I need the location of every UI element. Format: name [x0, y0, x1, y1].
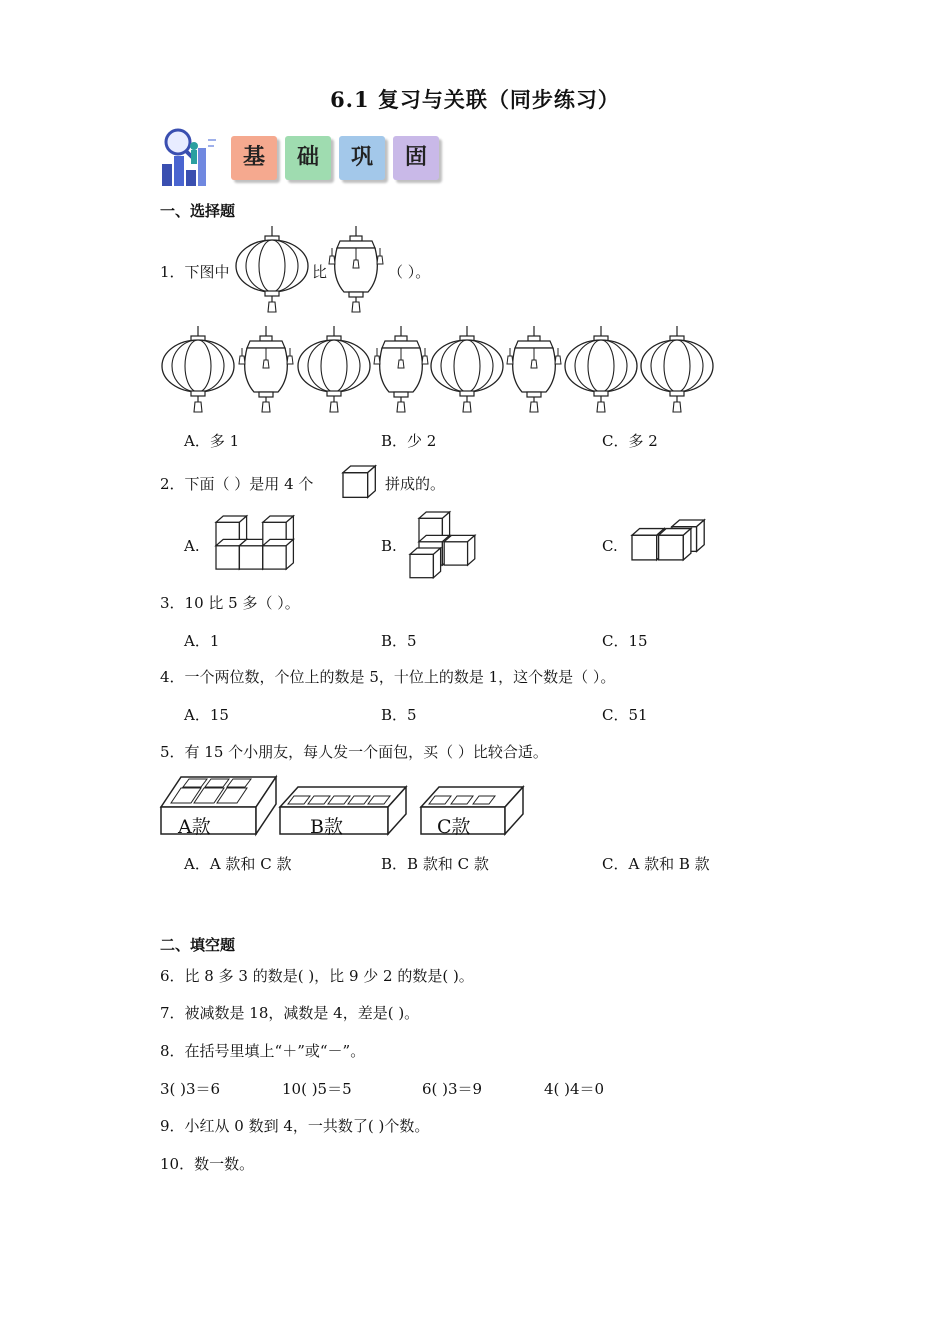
q2-figure-a[interactable] — [216, 516, 306, 576]
bread-box-b-label: B款 — [310, 816, 343, 838]
banner-tile-4: 固 — [393, 136, 439, 180]
q1-prefix: 1．下图中 — [160, 263, 230, 281]
q2-label-a[interactable]: A. — [184, 537, 200, 555]
q8-text: 8．在括号里填上“＋”或“－”。 — [160, 1042, 366, 1060]
q8-item-1: 3( )3＝6 — [160, 1080, 221, 1098]
q5-text: 5．有 15 个小朋友，每人发一个面包，买（ ）比较合适。 — [160, 743, 548, 761]
q5-option-b[interactable]: B．B 款和 C 款 — [381, 855, 489, 873]
q4-option-a[interactable]: A．15 — [184, 706, 229, 724]
q1-suffix: （ ）。 — [388, 263, 431, 281]
banner-tile-3: 巩 — [339, 136, 385, 180]
q1-option-c[interactable]: C．多 2 — [602, 432, 658, 450]
q2-prefix: 2．下面（ ）是用 4 个 — [160, 475, 314, 493]
magnifier-illustration-icon — [160, 126, 218, 188]
bread-box-a-label: A款 — [178, 816, 211, 838]
q5-option-a[interactable]: A．A 款和 C 款 — [184, 855, 292, 873]
q4-option-c[interactable]: C．51 — [602, 706, 648, 724]
banner-tile-2: 础 — [285, 136, 331, 180]
q3-text: 3．10 比 5 多（ ）。 — [160, 594, 300, 612]
page-title: 6.1 复习与关联（同步练习） — [330, 87, 620, 112]
round-lantern-icon — [235, 226, 311, 314]
q3-option-a[interactable]: A．1 — [184, 632, 220, 650]
q10-text: 10．数一数。 — [160, 1155, 255, 1173]
q2-figure-c[interactable] — [632, 520, 717, 568]
unit-cube-icon — [343, 466, 383, 500]
q8-item-2: 10( )5＝5 — [282, 1080, 352, 1098]
q3-option-b[interactable]: B．5 — [381, 632, 417, 650]
q2-figure-b[interactable] — [410, 512, 485, 580]
q2-label-c[interactable]: C. — [602, 537, 618, 555]
bread-box-b — [280, 787, 410, 837]
section-heading-fill: 二、填空题 — [160, 936, 236, 954]
q4-option-b[interactable]: B．5 — [381, 706, 417, 724]
q5-option-c[interactable]: C．A 款和 B 款 — [602, 855, 710, 873]
q7-text: 7．被减数是 18，减数是 4，差是( )。 — [160, 1004, 420, 1022]
q1-option-b[interactable]: B．少 2 — [381, 432, 437, 450]
q1-mid: 比 — [312, 263, 328, 281]
lantern-row — [160, 326, 720, 416]
banner-tile-1: 基 — [231, 136, 277, 180]
q3-option-c[interactable]: C．15 — [602, 632, 648, 650]
q6-text: 6．比 8 多 3 的数是( )，比 9 少 2 的数是( )。 — [160, 967, 474, 985]
q8-item-4: 4( )4＝0 — [544, 1080, 605, 1098]
bread-box-c-label: C款 — [437, 816, 471, 838]
section-heading-choice: 一、选择题 — [160, 202, 236, 220]
q4-text: 4．一个两位数，个位上的数是 5，十位上的数是 1，这个数是（ ）。 — [160, 668, 616, 686]
q8-item-3: 6( )3＝9 — [422, 1080, 483, 1098]
tall-lantern-icon — [326, 226, 386, 314]
q2-suffix: 拼成的。 — [385, 475, 446, 493]
q9-text: 9．小红从 0 数到 4，一共数了( )个数。 — [160, 1117, 430, 1135]
q2-label-b[interactable]: B. — [381, 537, 397, 555]
q1-option-a[interactable]: A．多 1 — [184, 432, 240, 450]
